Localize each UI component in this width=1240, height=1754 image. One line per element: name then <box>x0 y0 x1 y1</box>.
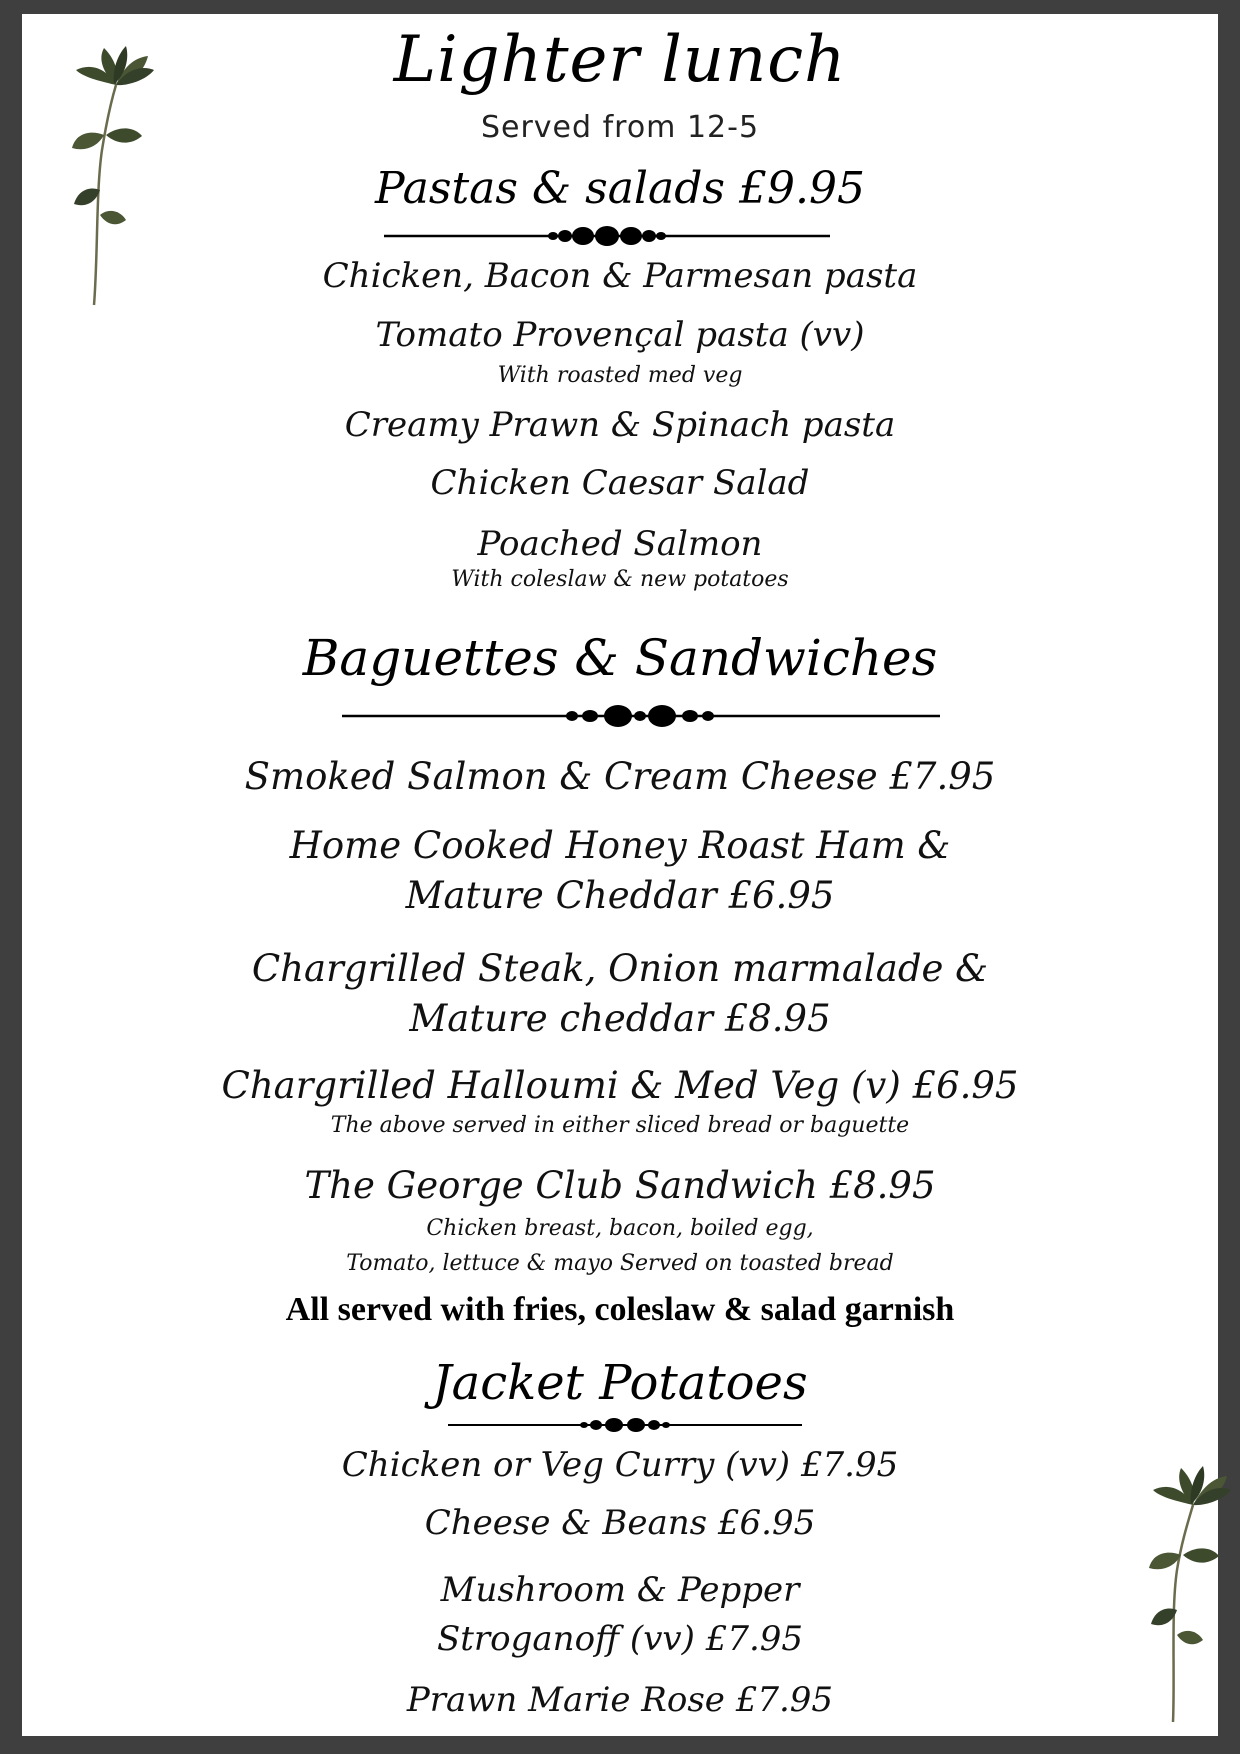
menu-item: Cheese & Beans £6.95 <box>424 1503 816 1543</box>
menu-item: Stroganoff (vv) £7.95 <box>436 1619 804 1659</box>
menu-item: Mature Cheddar £6.95 <box>405 874 835 917</box>
menu-item: Mushroom & Pepper <box>440 1570 800 1610</box>
ornament-divider-icon <box>448 1415 802 1435</box>
menu-item: Creamy Prawn & Spinach pasta <box>344 405 896 445</box>
menu-item: Chicken, Bacon & Parmesan pasta <box>322 256 918 296</box>
ornament-divider-icon <box>342 701 940 731</box>
menu-item: Chicken or Veg Curry (vv) £7.95 <box>341 1445 899 1485</box>
menu-item: Smoked Salmon & Cream Cheese £7.95 <box>244 755 996 798</box>
menu-item: Tomato Provençal pasta (vv) <box>375 315 865 355</box>
menu-item: Home Cooked Honey Roast Ham & <box>289 824 951 867</box>
section-heading-jackets: Jacket Potatoes <box>432 1355 808 1411</box>
menu-item-description: Chicken breast, bacon, boiled egg, <box>426 1216 814 1241</box>
ornament-divider-icon <box>384 222 830 250</box>
menu-subtitle: Served from 12-5 <box>480 110 760 145</box>
menu-item-description: With coleslaw & new potatoes <box>451 567 789 592</box>
menu-item-description: The above served in either sliced bread or baguette <box>330 1113 910 1138</box>
menu-item: Chargrilled Steak, Onion marmalade & <box>251 947 989 990</box>
section-heading-baguettes: Baguettes & Sandwiches <box>302 629 938 687</box>
section-heading-pastas: Pastas & salads £9.95 <box>375 163 865 214</box>
menu-item: Prawn Marie Rose £7.95 <box>406 1680 834 1720</box>
menu-item: Chargrilled Halloumi & Med Veg (v) £6.95 <box>221 1064 1019 1107</box>
menu-title: Lighter lunch <box>393 23 847 97</box>
menu-item: The George Club Sandwich £8.95 <box>304 1164 936 1207</box>
menu-item: Poached Salmon <box>477 524 763 564</box>
menu-item-description: Tomato, lettuce & mayo Served on toasted bread <box>346 1251 894 1276</box>
menu-item: Chicken Caesar Salad <box>430 463 810 503</box>
menu-item: Mature cheddar £8.95 <box>409 997 831 1040</box>
menu-item-description: With roasted med veg <box>497 363 743 388</box>
served-with-note: All served with fries, coleslaw & salad garnish <box>285 1291 955 1328</box>
